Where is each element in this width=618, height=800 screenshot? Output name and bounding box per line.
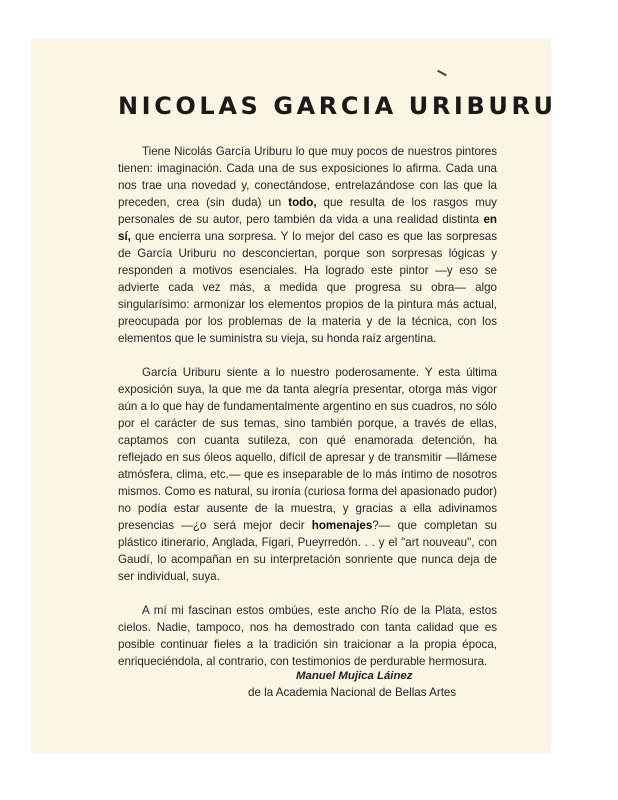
text-segment: que encierra una sorpresa. Y lo mejor del caso es que las sorpresas de García Uriburu no desconciertan, porque son sorpresas lógicas y responden a motivos esenciales. Ha logrado este pintor —y eso se advierte cada vez más, a medida que progresa su obra— algo singularísimo: armonizar los elementos propios de la pintura más actual, preocupada por los problemas de la materia y de la técnica, con los elementos que le suministra su vieja, su honda raíz argentina.: [118, 230, 497, 345]
text-segment: García Uriburu siente a lo nuestro poderosamente. Y esta última exposición suya, la que me da tanta alegría presentar, otorga más vigor aún a lo que hay de fundamentalmente argentino en sus cuadros, no sólo por el carácter de sus temas, sino también porque, a través de ellas, captamos con cuanta sutileza, con qué enamorada detención, ha reflejado en sus óleos aquello, difícil de apresar y de transmitir —llámese atmósfera, clima, etc.— que es inseparable de lo más íntimo de nosotros mismos. Como es natural, su ironía (curiosa forma del apasionado pudor) no podía estar ausente de la muestra, y gracias a ella adivinamos presencias —¿o será mejor decir: [118, 366, 497, 532]
emphasis-text: todo,: [288, 196, 317, 209]
page-title: NICOLAS GARCIA URIBURU: [118, 92, 557, 120]
emphasis-text: homenajes: [311, 519, 373, 532]
essay-body: [118, 143, 497, 687]
text-segment: A mí mi fascinan estos ombúes, este ancho Río de la Plata, estos cielos. Nadie, tampoco, nos ha demostrado con tanta calidad que es posible continuar fieles a la tradición sin traicionar a la propia época, enriqueciéndola, al contrario, con testimonios de perdurable hermosura.: [118, 604, 497, 668]
paragraph-2: [118, 364, 497, 585]
author-name: Manuel Mujica Láinez: [296, 670, 413, 682]
paragraph-1: [118, 143, 497, 347]
author-affiliation: de la Academia Nacional de Bellas Artes: [248, 686, 457, 699]
text-segment: ?— que completan su plástico itinerario, Anglada, Figari, Pueyrredón. . . y el "art nouveau", con Gaudí, lo acompañan en su interpretación sonriente que nunca deja de ser individual, suya.: [118, 519, 497, 583]
text-segment: Tiene Nicolás García Uriburu lo que muy pocos de nuestros pintores tienen: imaginación. Cada una de sus exposiciones lo afirma. Cada una nos trae una novedad y, conectándose, entrelazándose con las que la preceden, crea (sin duda) un: [118, 145, 497, 209]
paragraph-3: [118, 602, 497, 670]
text-segment: que resulta de los rasgos muy personales de su autor, pero también da vida a una realidad distinta: [118, 196, 497, 226]
emphasis-text: en sí,: [118, 213, 497, 243]
signature-block: [248, 668, 548, 701]
